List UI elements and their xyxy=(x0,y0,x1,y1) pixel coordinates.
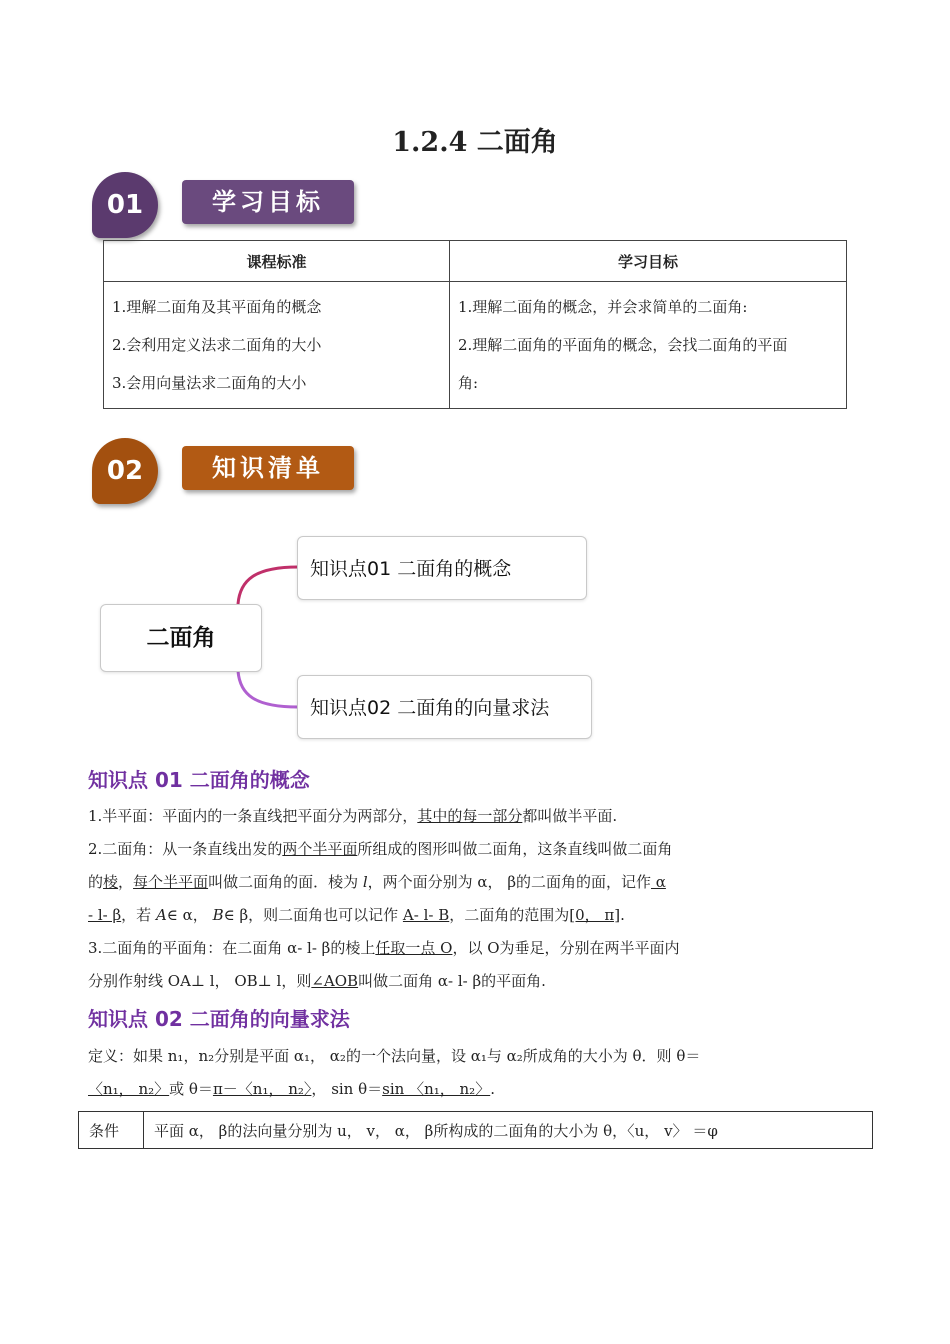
text: ，两个面分别为 α， β的二面角的面，记作 xyxy=(367,873,651,891)
condition-label: 条件 xyxy=(79,1112,144,1149)
knowledge-01-body xyxy=(88,800,758,998)
text: . xyxy=(490,1080,495,1098)
goal-item: 角: xyxy=(458,374,479,392)
text: 叫做二面角的面．棱为 xyxy=(208,873,363,891)
connector-bottom xyxy=(238,671,298,707)
goal-item: 2.理解二面角的平面角的概念，会找二面角的平面 xyxy=(458,336,788,354)
text: 或 θ＝ xyxy=(169,1080,213,1098)
text: 的 xyxy=(88,873,104,891)
section-label-badge: 知识清单 xyxy=(182,446,354,490)
page-title: 1.2.4 二面角 xyxy=(392,127,558,158)
standard-item: 1.理解二面角及其平面角的概念 xyxy=(112,298,322,316)
text: ，二面角的范围为 xyxy=(449,906,570,924)
text: 2.二面角：从一条直线出发的 xyxy=(88,840,283,858)
underlined-term: α xyxy=(651,873,666,891)
mindmap-node-2: 知识点02 二面角的向量求法 xyxy=(297,675,592,739)
text: 1.半平面：平面内的一条直线把平面分为两部分， xyxy=(88,807,418,825)
underlined-term: 棱 xyxy=(103,873,119,891)
knowledge-heading-02: 知识点 02 二面角的向量求法 xyxy=(88,1007,350,1031)
underlined-term: 〈n₁， n₂〉 xyxy=(88,1080,170,1098)
column-header: 课程标准 xyxy=(104,241,450,282)
standard-item: 3.会用向量法求二面角的大小 xyxy=(112,374,307,392)
condition-text: 平面 α， β的法向量分别为 u， v， α， β所构成的二面角的大小为 θ，〈u， v〉 ＝φ xyxy=(144,1112,873,1149)
text: ， xyxy=(118,873,134,891)
column-header: 学习目标 xyxy=(450,241,847,282)
text: ∈ β，则二面角也可以记作 xyxy=(223,906,403,924)
underlined-term: 任取一点 O xyxy=(375,939,453,957)
connector-top xyxy=(238,567,298,604)
underlined-term: 每个半平面 xyxy=(133,873,209,891)
text: ，以 O为垂足，分别在两半平面内 xyxy=(452,939,680,957)
underlined-term: 两个半平面 xyxy=(282,840,358,858)
text: ∈ α， xyxy=(166,906,213,924)
text: 叫做二面角 α- l- β的平面角. xyxy=(358,972,546,990)
section-label-badge: 学习目标 xyxy=(182,180,354,224)
text: . xyxy=(620,906,625,924)
underlined-term: A- l- B xyxy=(402,906,450,924)
underlined-term: sin 〈n₁， n₂〉 xyxy=(382,1080,491,1098)
text: 3.二面角的平面角：在二面角 α- l- β的棱上 xyxy=(88,939,376,957)
underlined-term: - l- β xyxy=(88,906,122,924)
text: ， sin θ＝ xyxy=(311,1080,383,1098)
math-symbol: l xyxy=(362,873,368,891)
math-symbol: A xyxy=(155,906,167,924)
knowledge-heading-01: 知识点 01 二面角的概念 xyxy=(88,768,310,792)
text: 所组成的图形叫做二面角，这条直线叫做二面角 xyxy=(357,840,673,858)
paragraph-line xyxy=(88,1040,788,1073)
section-number-badge: 02 xyxy=(92,438,158,504)
paragraph-line xyxy=(88,965,758,998)
text: 分别作射线 OA⊥ l， OB⊥ l，则 xyxy=(88,972,312,990)
section-number-badge: 01 xyxy=(92,172,158,238)
paragraph-line xyxy=(88,932,758,965)
mindmap-root: 二面角 xyxy=(100,604,262,672)
knowledge-02-body xyxy=(88,1040,788,1106)
goal-item: 1.理解二面角的概念，并会求简单的二面角: xyxy=(458,298,748,316)
paragraph-line xyxy=(88,1073,788,1106)
mindmap-node-1: 知识点01 二面角的概念 xyxy=(297,536,587,600)
underlined-term: ∠AOB xyxy=(311,972,359,990)
underlined-term: 其中的每一部分 xyxy=(417,807,523,825)
paragraph-line xyxy=(88,899,758,932)
paragraph-line xyxy=(88,833,758,866)
paragraph-line xyxy=(88,866,758,899)
underlined-term: [0， π] xyxy=(569,906,621,924)
underlined-term: π－〈n₁， n₂〉 xyxy=(212,1080,312,1098)
text: ，若 xyxy=(121,906,156,924)
text: 都叫做半平面. xyxy=(522,807,618,825)
paragraph-line xyxy=(88,800,758,833)
condition-table xyxy=(78,1111,873,1149)
standard-item: 2.会利用定义法求二面角的大小 xyxy=(112,336,322,354)
math-symbol: B xyxy=(212,906,224,924)
text: 定义：如果 n₁，n₂分别是平面 α₁， α₂的一个法向量，设 α₁与 α₂所成角的大小为 θ．则 θ＝ xyxy=(88,1047,701,1065)
